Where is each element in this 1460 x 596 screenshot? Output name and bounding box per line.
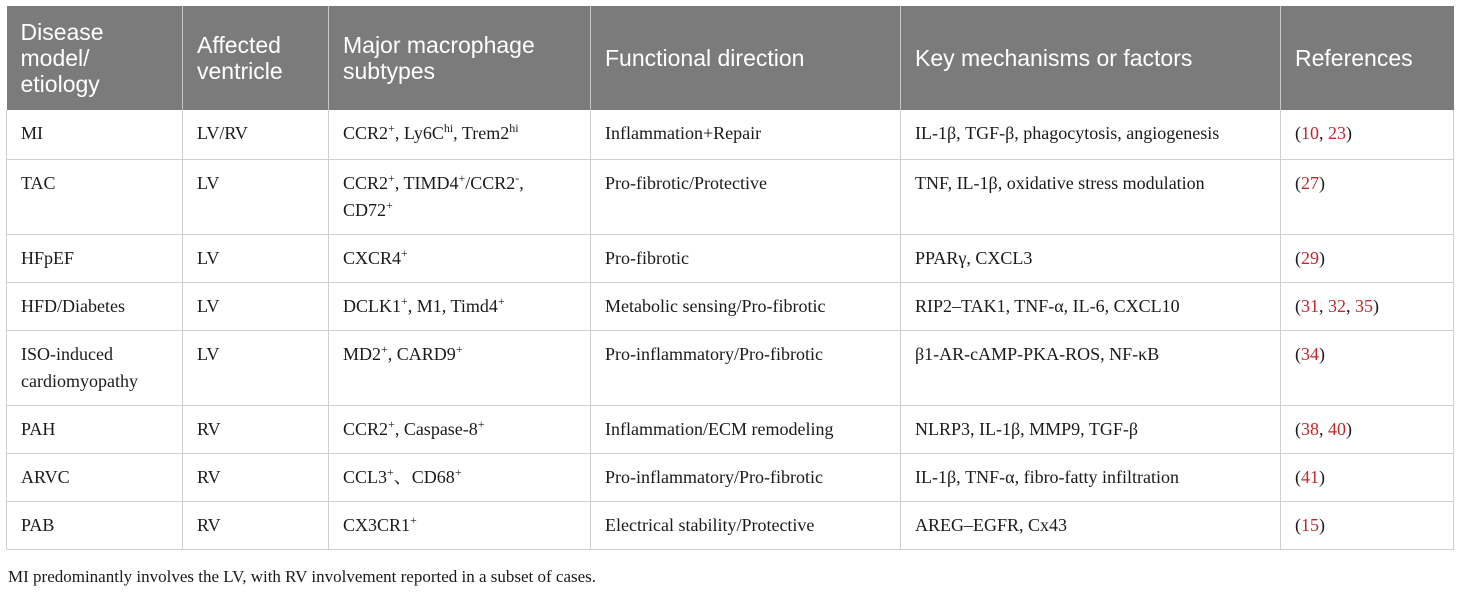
subtype-superscript: + <box>388 121 395 135</box>
subtype-text: CX3CR1 <box>343 514 411 535</box>
cell-macrophage-subtypes <box>329 159 591 234</box>
table-row <box>7 234 1454 282</box>
table-row <box>7 330 1454 405</box>
cell-references: (34) <box>1281 330 1454 405</box>
subtype-superscript: + <box>401 293 408 308</box>
cell-functional-direction: Pro-inflammatory/Pro-fibrotic <box>591 453 901 501</box>
cell-affected-ventricle: RV <box>183 453 329 501</box>
subtype-superscript: + <box>388 416 395 431</box>
cell-macrophage-subtypes <box>329 501 591 549</box>
cell-disease-model: HFpEF <box>7 234 183 282</box>
reference-link[interactable]: 31 <box>1301 295 1319 316</box>
cell-macrophage-subtypes <box>329 330 591 405</box>
subtype-superscript: + <box>386 197 393 212</box>
subtype-superscript: + <box>401 245 408 260</box>
reference-link[interactable]: 32 <box>1328 295 1346 316</box>
subtype-superscript: + <box>388 170 395 185</box>
subtype-superscript: + <box>477 416 485 431</box>
cell-affected-ventricle: RV <box>183 501 329 549</box>
cell-affected-ventricle: LV <box>183 234 329 282</box>
cell-functional-direction: Inflammation+Repair <box>591 110 901 159</box>
subtype-text: CCR2 <box>343 123 389 143</box>
cell-functional-direction: Pro-fibrotic <box>591 234 901 282</box>
cell-key-mechanisms: IL-1β, TNF-α, fibro-fatty infiltration <box>901 453 1281 501</box>
subtype-superscript: hi <box>443 121 454 135</box>
subtype-text: DCLK1 <box>343 295 401 316</box>
cell-functional-direction: Pro-fibrotic/Protective <box>591 159 901 234</box>
subtype-superscript: + <box>455 341 463 356</box>
table-row <box>7 282 1454 330</box>
table-row <box>7 159 1454 234</box>
cell-macrophage-subtypes <box>329 110 591 159</box>
reference-link[interactable]: 15 <box>1301 514 1319 535</box>
subtype-superscript: hi <box>509 121 519 135</box>
cell-macrophage-subtypes <box>329 405 591 453</box>
cell-disease-model: PAB <box>7 501 183 549</box>
table-row <box>7 110 1454 159</box>
subtype-text: , M1, Timd4 <box>407 295 498 316</box>
reference-link[interactable]: 41 <box>1301 466 1319 487</box>
subtype-text: /CCR2 <box>465 172 516 193</box>
subtype-text: CCL3 <box>343 466 388 487</box>
reference-link[interactable]: 29 <box>1301 247 1319 268</box>
cell-macrophage-subtypes <box>329 453 591 501</box>
cell-macrophage-subtypes <box>329 282 591 330</box>
cell-disease-model: PAH <box>7 405 183 453</box>
header-key-mechanisms: Key mechanisms or factors <box>901 6 1281 110</box>
cell-key-mechanisms: AREG–EGFR, Cx43 <box>901 501 1281 549</box>
subtype-text: MD2 <box>343 343 382 364</box>
subtype-text: , Trem2 <box>453 123 510 143</box>
cell-references: (31, 32, 35) <box>1281 282 1454 330</box>
cell-affected-ventricle: LV <box>183 159 329 234</box>
cell-references: (10, 23) <box>1281 110 1454 159</box>
cell-functional-direction: Pro-inflammatory/Pro-fibrotic <box>591 330 901 405</box>
cell-macrophage-subtypes <box>329 234 591 282</box>
subtype-text: , CARD9 <box>387 343 456 364</box>
cell-functional-direction: Inflammation/ECM remodeling <box>591 405 901 453</box>
subtype-text: CCR2 <box>343 172 389 193</box>
subtype-text: , TIMD4 <box>394 172 459 193</box>
cell-disease-model: TAC <box>7 159 183 234</box>
reference-link[interactable]: 34 <box>1301 343 1319 364</box>
reference-link[interactable]: 23 <box>1328 123 1346 143</box>
header-macrophage-subtypes: Major macrophage subtypes <box>329 6 591 110</box>
cell-key-mechanisms: RIP2–TAK1, TNF-α, IL-6, CXCL10 <box>901 282 1281 330</box>
cell-references: (29) <box>1281 234 1454 282</box>
cell-key-mechanisms: β1-AR-cAMP-PKA-ROS, NF-κB <box>901 330 1281 405</box>
cell-disease-model: MI <box>7 110 183 159</box>
cell-affected-ventricle: LV <box>183 330 329 405</box>
reference-link[interactable]: 35 <box>1355 295 1373 316</box>
subtype-text: , CD72 <box>343 172 524 220</box>
reference-link[interactable]: 40 <box>1328 418 1346 439</box>
subtype-text: CXCR4 <box>343 247 402 268</box>
table-footnote: MI predominantly involves the LV, with RV involvement reported in a subset of cases. <box>8 567 597 586</box>
reference-link[interactable]: 27 <box>1301 172 1319 193</box>
table-row <box>7 501 1454 549</box>
cell-functional-direction: Metabolic sensing/Pro-fibrotic <box>591 282 901 330</box>
subtype-superscript: + <box>381 341 388 356</box>
header-affected-ventricle: Affected ventricle <box>183 6 329 110</box>
subtype-text: , Caspase-8 <box>394 418 478 439</box>
cell-key-mechanisms: IL-1β, TGF-β, phagocytosis, angiogenesis <box>901 110 1281 159</box>
reference-link[interactable]: 38 <box>1301 418 1319 439</box>
table-row <box>7 405 1454 453</box>
subtype-superscript: + <box>497 293 505 308</box>
cell-key-mechanisms: PPARγ, CXCL3 <box>901 234 1281 282</box>
header-row <box>7 6 1454 110</box>
cell-disease-model: ISO-induced cardiomyopathy <box>7 330 183 405</box>
cell-references: (27) <box>1281 159 1454 234</box>
subtype-text: CCR2 <box>343 418 389 439</box>
cell-key-mechanisms: NLRP3, IL-1β, MMP9, TGF-β <box>901 405 1281 453</box>
macrophage-table <box>6 6 1454 550</box>
subtype-superscript: - <box>515 170 520 185</box>
table-row <box>7 453 1454 501</box>
cell-references: (41) <box>1281 453 1454 501</box>
cell-disease-model: HFD/Diabetes <box>7 282 183 330</box>
subtype-superscript: + <box>454 464 462 479</box>
cell-affected-ventricle: RV <box>183 405 329 453</box>
header-references: References <box>1281 6 1454 110</box>
subtype-superscript: + <box>410 512 417 527</box>
cell-disease-model: ARVC <box>7 453 183 501</box>
header-functional-direction: Functional direction <box>591 6 901 110</box>
subtype-superscript: + <box>387 464 394 479</box>
cell-references: (38, 40) <box>1281 405 1454 453</box>
cell-affected-ventricle: LV/RV <box>183 110 329 159</box>
header-disease-model: Disease model/ etiology <box>7 6 183 110</box>
cell-affected-ventricle: LV <box>183 282 329 330</box>
subtype-text: 、CD68 <box>393 466 455 487</box>
subtype-text: , Ly6C <box>394 123 444 143</box>
cell-references: (15) <box>1281 501 1454 549</box>
table-container <box>6 6 1453 550</box>
cell-key-mechanisms: TNF, IL-1β, oxidative stress modulation <box>901 159 1281 234</box>
reference-link[interactable]: 10 <box>1301 123 1319 143</box>
subtype-superscript: + <box>458 170 466 185</box>
cell-functional-direction: Electrical stability/Protective <box>591 501 901 549</box>
